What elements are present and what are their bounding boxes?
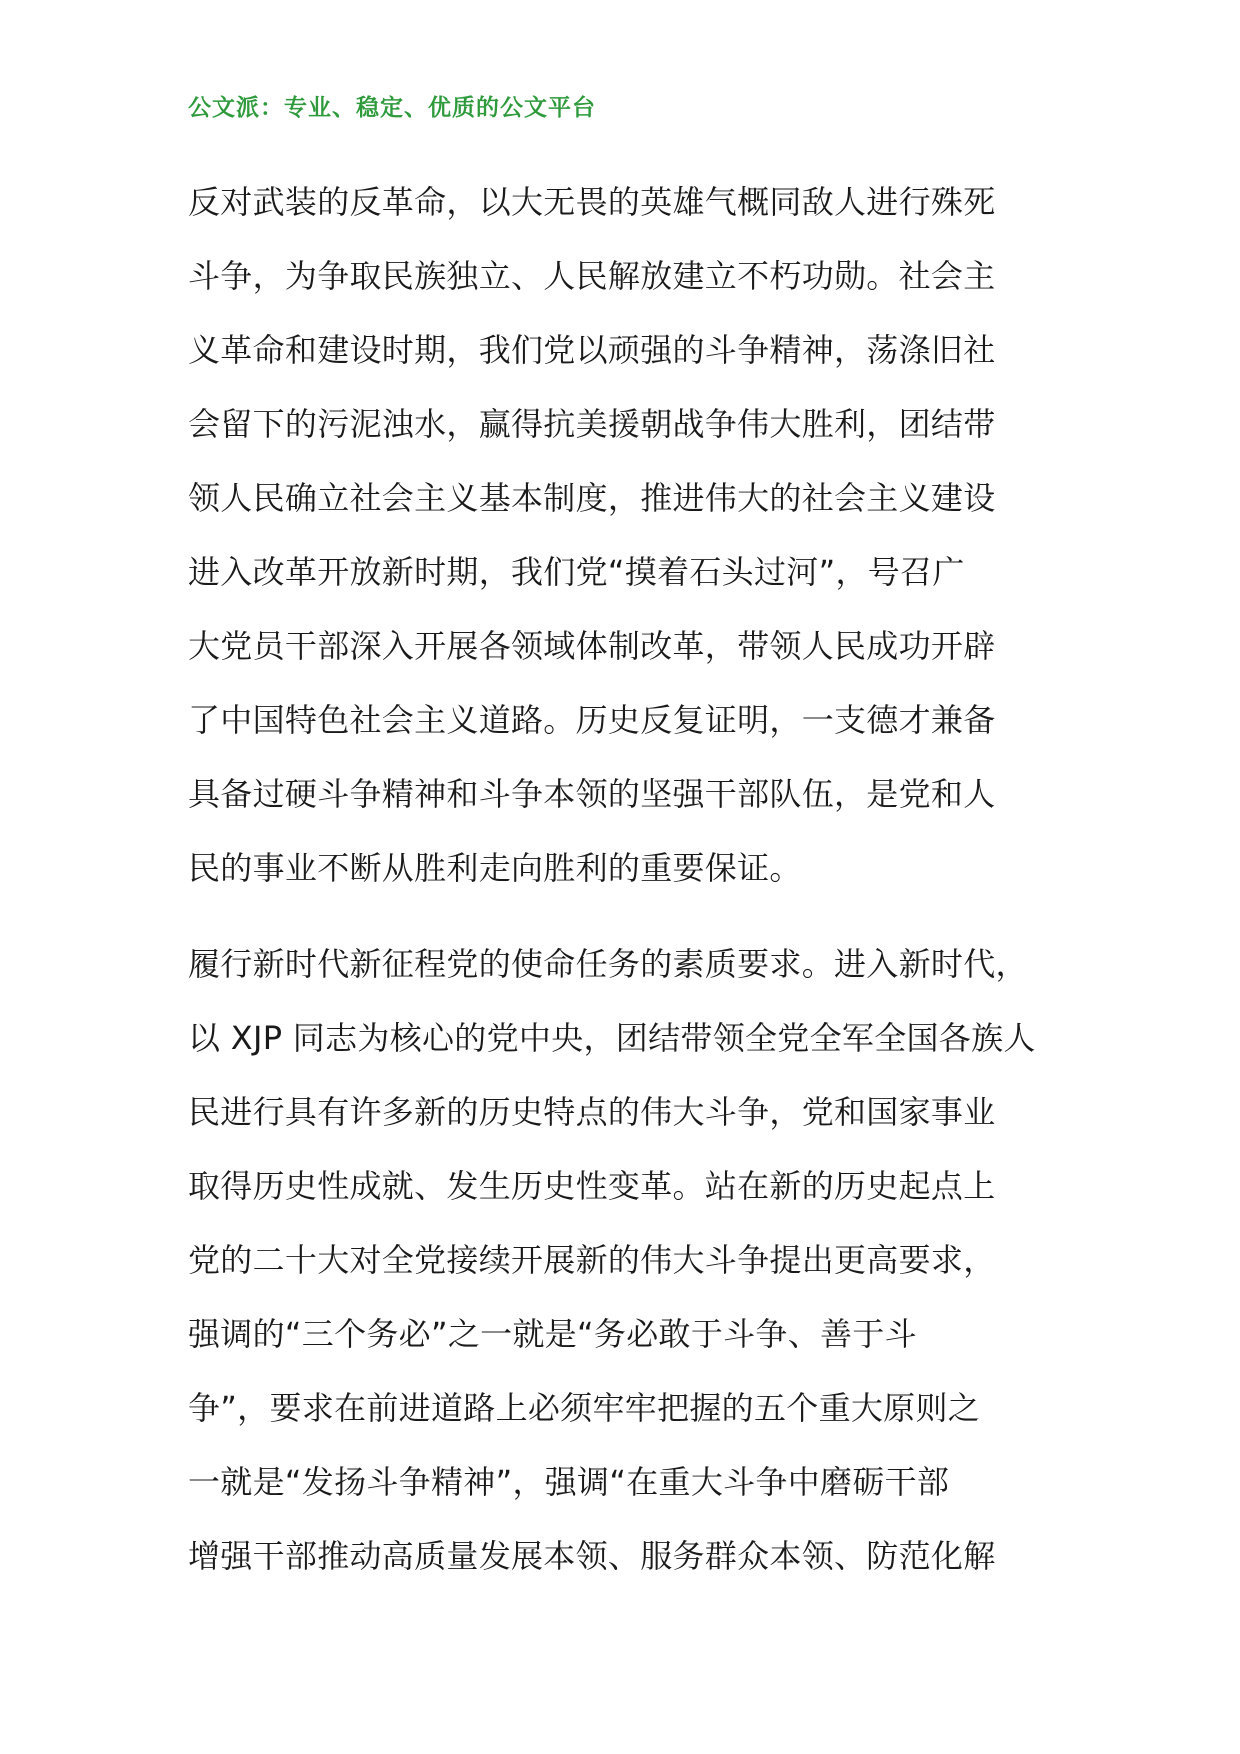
text-line: 履行新时代新征程党的使命任务的素质要求。进入新时代， (188, 945, 1028, 983)
text-line: 民的事业不断从胜利走向胜利的重要保证。 (188, 849, 802, 887)
text-line: 反对武装的反革命，以大无畏的英雄气概同敌人进行殊死 (188, 183, 996, 221)
text-line: 民进行具有许多新的历史特点的伟大斗争，党和国家事业 (188, 1093, 996, 1131)
page-header: 公文派：专业、稳定、优质的公文平台 (188, 95, 596, 121)
text-line: 一就是“发扬斗争精神”，强调“在重大斗争中磨砺干部 (188, 1463, 950, 1501)
text-line: 争”，要求在前进道路上必须牢牢把握的五个重大原则之 (188, 1389, 981, 1427)
text-line: 增强干部推动高质量发展本领、服务群众本领、防范化解 (188, 1537, 996, 1575)
text-line: 具备过硬斗争精神和斗争本领的坚强干部队伍，是党和人 (188, 775, 996, 813)
text-line: 大党员干部深入开展各领域体制改革，带领人民成功开辟 (188, 627, 996, 665)
paragraph (188, 165, 1068, 905)
paragraph-spacer (188, 905, 1068, 927)
text-line: 了中国特色社会主义道路。历史反复证明，一支德才兼备 (188, 701, 996, 739)
text-line: 领人民确立社会主义基本制度，推进伟大的社会主义建设 (188, 479, 996, 517)
text-line: 会留下的污泥浊水，赢得抗美援朝战争伟大胜利，团结带 (188, 405, 996, 443)
paragraph (188, 927, 1068, 1593)
text-line: 斗争，为争取民族独立、人民解放建立不朽功勋。社会主 (188, 257, 996, 295)
text-line: 进入改革开放新时期，我们党“摸着石头过河”，号召广 (188, 553, 965, 591)
text-line: 以 XJP 同志为核心的党中央，团结带领全党全军全国各族人 (188, 1019, 1036, 1057)
text-line: 党的二十大对全党接续开展新的伟大斗争提出更高要求， (188, 1241, 996, 1279)
document-body (188, 165, 1068, 1593)
text-line: 取得历史性成就、发生历史性变革。站在新的历史起点上 (188, 1167, 996, 1205)
text-line: 强调的“三个务必”之一就是“务必敢于斗争、善于斗 (188, 1315, 917, 1353)
text-line: 义革命和建设时期，我们党以顽强的斗争精神，荡涤旧社 (188, 331, 996, 369)
